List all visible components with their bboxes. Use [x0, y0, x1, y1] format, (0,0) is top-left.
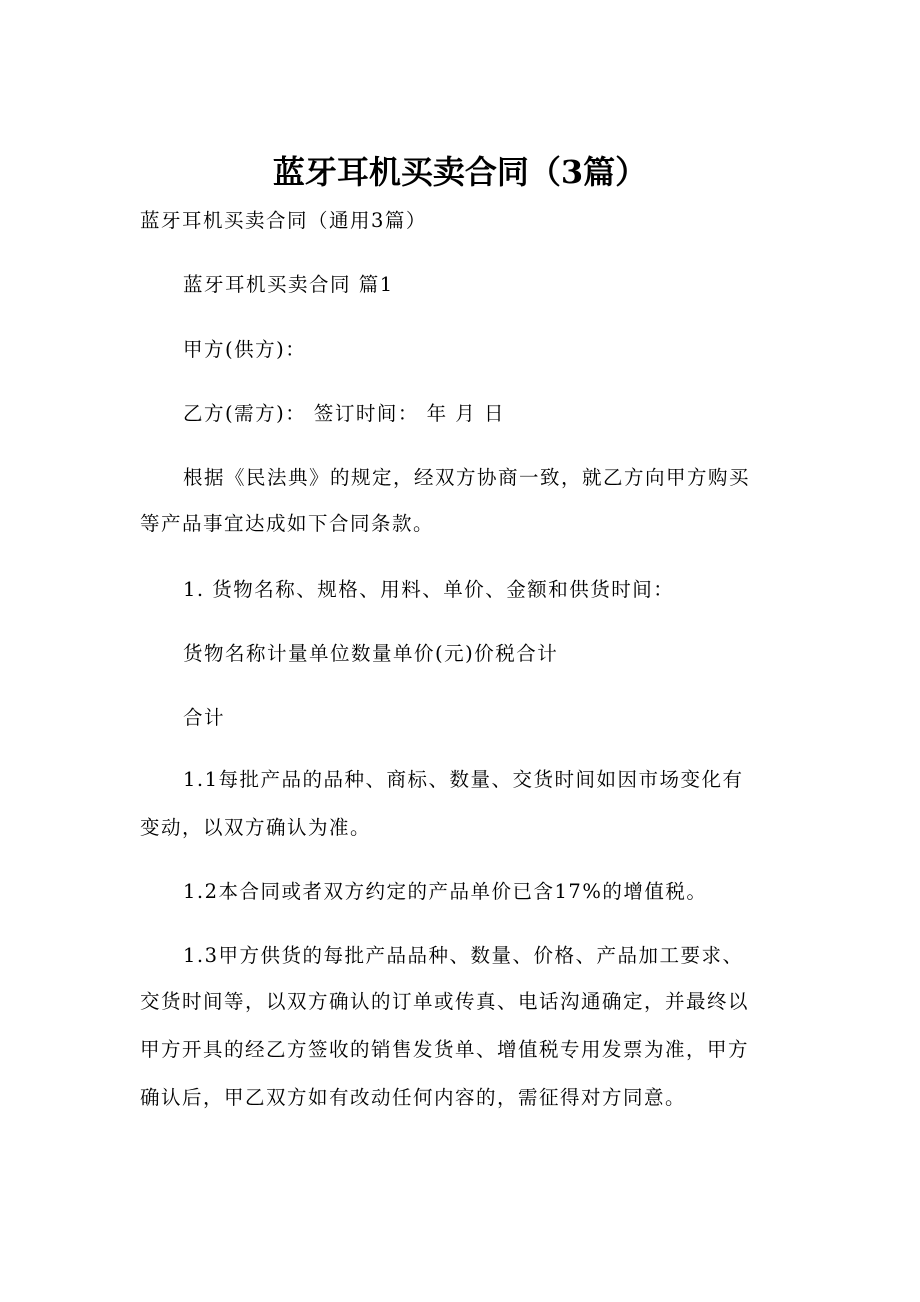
clause-1-3-line-4: 确认后，甲乙双方如有改动任何内容的，需征得对方同意。	[140, 1086, 687, 1109]
clause-1-1-line-1: 1.1每批产品的品种、商标、数量、交货时间如因市场变化有	[183, 768, 744, 791]
clause-1: 1. 货物名称、规格、用料、单价、金额和供货时间：	[183, 578, 675, 601]
clause-1-2: 1.2本合同或者双方约定的产品单价已含17%的增值税。	[183, 880, 708, 903]
section-heading: 蓝牙耳机买卖合同 篇1	[183, 273, 394, 296]
document-subtitle: 蓝牙耳机买卖合同（通用3篇）	[140, 209, 427, 232]
party-a-line: 甲方(供方)：	[183, 338, 307, 361]
clause-1-3-line-1: 1.3甲方供货的每批产品品种、数量、价格、产品加工要求、	[183, 944, 744, 967]
intro-paragraph-line-2: 等产品事宜达成如下合同条款。	[140, 512, 435, 535]
party-b-line: 乙方(需方)： 签订时间： 年 月 日	[183, 402, 506, 425]
clause-1-3-line-2: 交货时间等，以双方确认的订单或传真、电话沟通确定，并最终以	[140, 990, 750, 1013]
document-title: 蓝牙耳机买卖合同（3篇）	[272, 153, 648, 191]
goods-table-header: 货物名称计量单位数量单价(元)价税合计	[183, 642, 559, 665]
total-label: 合计	[183, 706, 226, 729]
clause-1-3-line-3: 甲方开具的经乙方签收的销售发货单、增值税专用发票为准，甲方	[140, 1038, 750, 1061]
intro-paragraph-line-1: 根据《民法典》的规定，经双方协商一致，就乙方向甲方购买	[183, 466, 751, 489]
clause-1-1-line-2: 变动，以双方确认为准。	[140, 816, 372, 839]
